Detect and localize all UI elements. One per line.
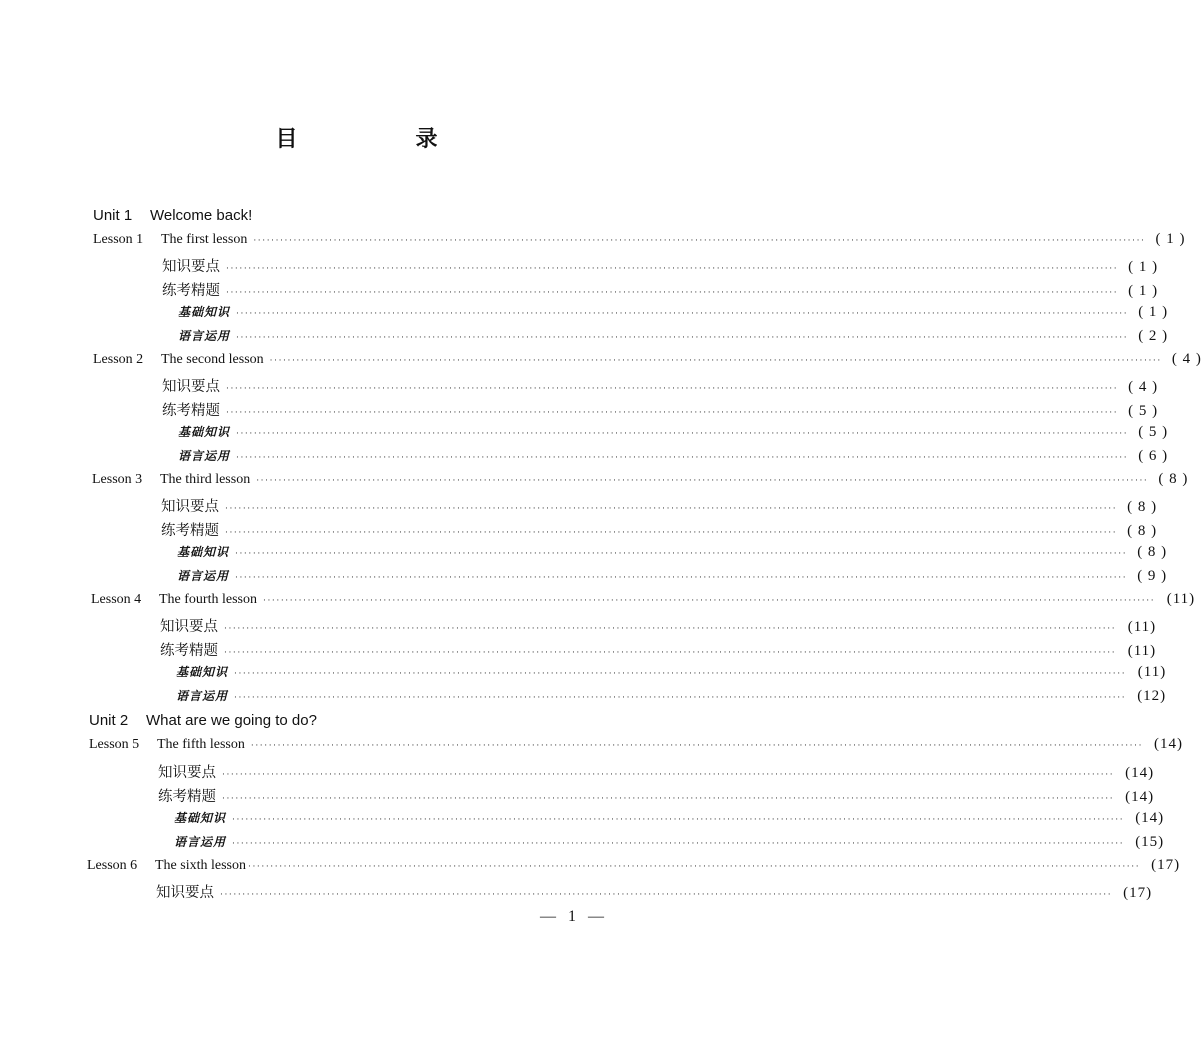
toc-entry-subsection[interactable] [178, 447, 1169, 467]
toc-entry-lesson[interactable] [93, 231, 1186, 251]
leader-dots: ········································································································································································································ [224, 624, 1117, 634]
page-number: ( 1 ) [1138, 304, 1169, 320]
subsection-title: 语言运用 [176, 689, 229, 703]
lesson-name: The third lesson [160, 472, 251, 487]
page-number: (15) [1135, 834, 1165, 850]
page-number: (17) [1123, 885, 1153, 901]
lesson-label: Lesson 3 [92, 472, 143, 487]
page-number: (11) [1127, 619, 1157, 635]
leader-dots: ········································································································································································································ [225, 504, 1118, 514]
leader-dots: ········································································································································································································ [236, 429, 1129, 439]
toc-entry-section[interactable] [160, 639, 1157, 659]
leader-dots: ········································································································································································································ [226, 288, 1119, 298]
toc-entry-section[interactable] [160, 615, 1157, 635]
page-number: ( 8 ) [1127, 523, 1158, 539]
lesson-name: The fourth lesson [159, 592, 257, 607]
page-number: (11) [1127, 643, 1157, 659]
leader-dots: ········································································································································································································ [235, 573, 1128, 583]
lesson-label: Lesson 6 [87, 858, 138, 873]
lesson-label: Lesson 5 [89, 737, 140, 752]
subsection-title: 语言运用 [174, 835, 227, 849]
subsection-title: 基础知识 [174, 811, 227, 825]
page-footer-number: — 1 — [540, 908, 608, 925]
leader-dots: ········································································································································································································ [262, 596, 1156, 606]
unit-heading [93, 207, 252, 224]
lesson-name: The first lesson [161, 232, 248, 247]
toc-entry-section[interactable] [162, 255, 1159, 275]
section-title: 知识要点 [158, 765, 216, 781]
unit-label: Unit 1 [93, 207, 133, 224]
toc-entry-subsection[interactable] [178, 327, 1169, 347]
unit-title: What are we going to do? [146, 712, 317, 729]
leader-dots: ········································································································································································································ [269, 356, 1162, 366]
leader-dots: ········································································································································································································ [226, 384, 1119, 394]
section-title: 练考精题 [158, 789, 216, 805]
page-number: (11) [1166, 591, 1196, 607]
page-number: ( 1 ) [1155, 231, 1186, 247]
toc-entry-lesson[interactable] [93, 351, 1202, 371]
lesson-name: The sixth lesson [155, 858, 246, 873]
toc-entry-subsection[interactable] [174, 809, 1165, 829]
leader-dots: ········································································································································································································ [256, 476, 1149, 486]
page-number: (17) [1151, 857, 1181, 873]
leader-dots: ········································································································································································································ [232, 839, 1125, 849]
toc-entry-subsection[interactable] [177, 543, 1168, 563]
page-number: (14) [1125, 765, 1155, 781]
lesson-name: The fifth lesson [157, 737, 245, 752]
subsection-title: 语言运用 [178, 449, 231, 463]
leader-dots: ········································································································································································································ [236, 453, 1129, 463]
toc-entry-section[interactable] [161, 495, 1158, 515]
section-title: 练考精题 [160, 643, 218, 659]
lesson-label: Lesson 4 [91, 592, 142, 607]
lesson-name: The second lesson [161, 352, 264, 367]
toc-entry-subsection[interactable] [178, 303, 1169, 323]
page-number: ( 4 ) [1171, 351, 1202, 367]
toc-entry-lesson[interactable] [92, 471, 1189, 491]
leader-dots: ········································································································································································································ [235, 549, 1128, 559]
page-number: ( 5 ) [1128, 403, 1159, 419]
leader-dots: ········································································································································································································ [250, 741, 1144, 751]
leader-dots: ········································································································································································································ [222, 794, 1115, 804]
leader-dots: ········································································································································································································ [253, 236, 1146, 246]
toc-entry-subsection[interactable] [177, 567, 1168, 587]
leader-dots: ········································································································································································································ [248, 862, 1141, 872]
section-title: 知识要点 [161, 499, 219, 515]
lesson-label: Lesson 2 [93, 352, 144, 367]
subsection-title: 语言运用 [178, 329, 231, 343]
leader-dots: ········································································································································································································ [226, 408, 1119, 418]
page-number: (14) [1154, 736, 1184, 752]
section-title: 知识要点 [162, 259, 220, 275]
section-title: 知识要点 [156, 885, 214, 901]
page-number: ( 8 ) [1127, 499, 1158, 515]
toc-entry-section[interactable] [162, 375, 1159, 395]
section-title: 练考精题 [162, 403, 220, 419]
unit-label: Unit 2 [89, 712, 129, 729]
leader-dots: ········································································································································································································ [234, 669, 1127, 679]
leader-dots: ········································································································································································································ [222, 770, 1115, 780]
leader-dots: ········································································································································································································ [226, 264, 1119, 274]
page-number: ( 4 ) [1128, 379, 1159, 395]
subsection-title: 基础知识 [176, 665, 229, 679]
page-number: ( 9 ) [1137, 568, 1168, 584]
toc-entry-section[interactable] [162, 399, 1159, 419]
subsection-title: 语言运用 [177, 569, 230, 583]
toc-entry-section[interactable] [158, 785, 1155, 805]
section-title: 练考精题 [161, 523, 219, 539]
section-title: 练考精题 [162, 283, 220, 299]
toc-entry-subsection[interactable] [174, 833, 1165, 853]
subsection-title: 基础知识 [177, 545, 230, 559]
page-number: ( 8 ) [1158, 471, 1189, 487]
leader-dots: ········································································································································································································ [220, 890, 1113, 900]
page-number: ( 6 ) [1138, 448, 1169, 464]
leader-dots: ········································································································································································································ [224, 648, 1117, 658]
unit-heading [89, 712, 317, 729]
unit-title: Welcome back! [150, 207, 253, 224]
leader-dots: ········································································································································································································ [236, 309, 1129, 319]
leader-dots: ········································································································································································································ [234, 693, 1127, 703]
page-title: 目 录 [275, 127, 486, 152]
page-number: ( 2 ) [1138, 328, 1169, 344]
page-number: ( 8 ) [1137, 544, 1168, 560]
toc-entry-subsection[interactable] [178, 423, 1169, 443]
toc-entry-lesson[interactable] [91, 591, 1196, 611]
page-number: (11) [1137, 664, 1167, 680]
section-title: 知识要点 [160, 619, 218, 635]
toc-entry-section[interactable] [161, 519, 1158, 539]
leader-dots: ········································································································································································································ [225, 528, 1118, 538]
subsection-title: 基础知识 [178, 305, 231, 319]
toc-entry-section[interactable] [162, 279, 1159, 299]
toc-entry-lesson[interactable] [87, 857, 1181, 877]
toc-entry-subsection[interactable] [176, 663, 1167, 683]
section-title: 知识要点 [162, 379, 220, 395]
lesson-label: Lesson 1 [93, 232, 144, 247]
page-number: ( 1 ) [1128, 259, 1159, 275]
page-number: ( 1 ) [1128, 283, 1159, 299]
toc-entry-lesson[interactable] [89, 736, 1184, 756]
leader-dots: ········································································································································································································ [232, 815, 1125, 825]
toc-entry-section[interactable] [158, 761, 1155, 781]
leader-dots: ········································································································································································································ [236, 333, 1129, 343]
page-number: (14) [1135, 810, 1165, 826]
toc-entry-section[interactable] [156, 881, 1153, 901]
page-number: (14) [1125, 789, 1155, 805]
subsection-title: 基础知识 [178, 425, 231, 439]
page-number: ( 5 ) [1138, 424, 1169, 440]
page-number: (12) [1137, 688, 1167, 704]
toc-entry-subsection[interactable] [176, 687, 1167, 707]
